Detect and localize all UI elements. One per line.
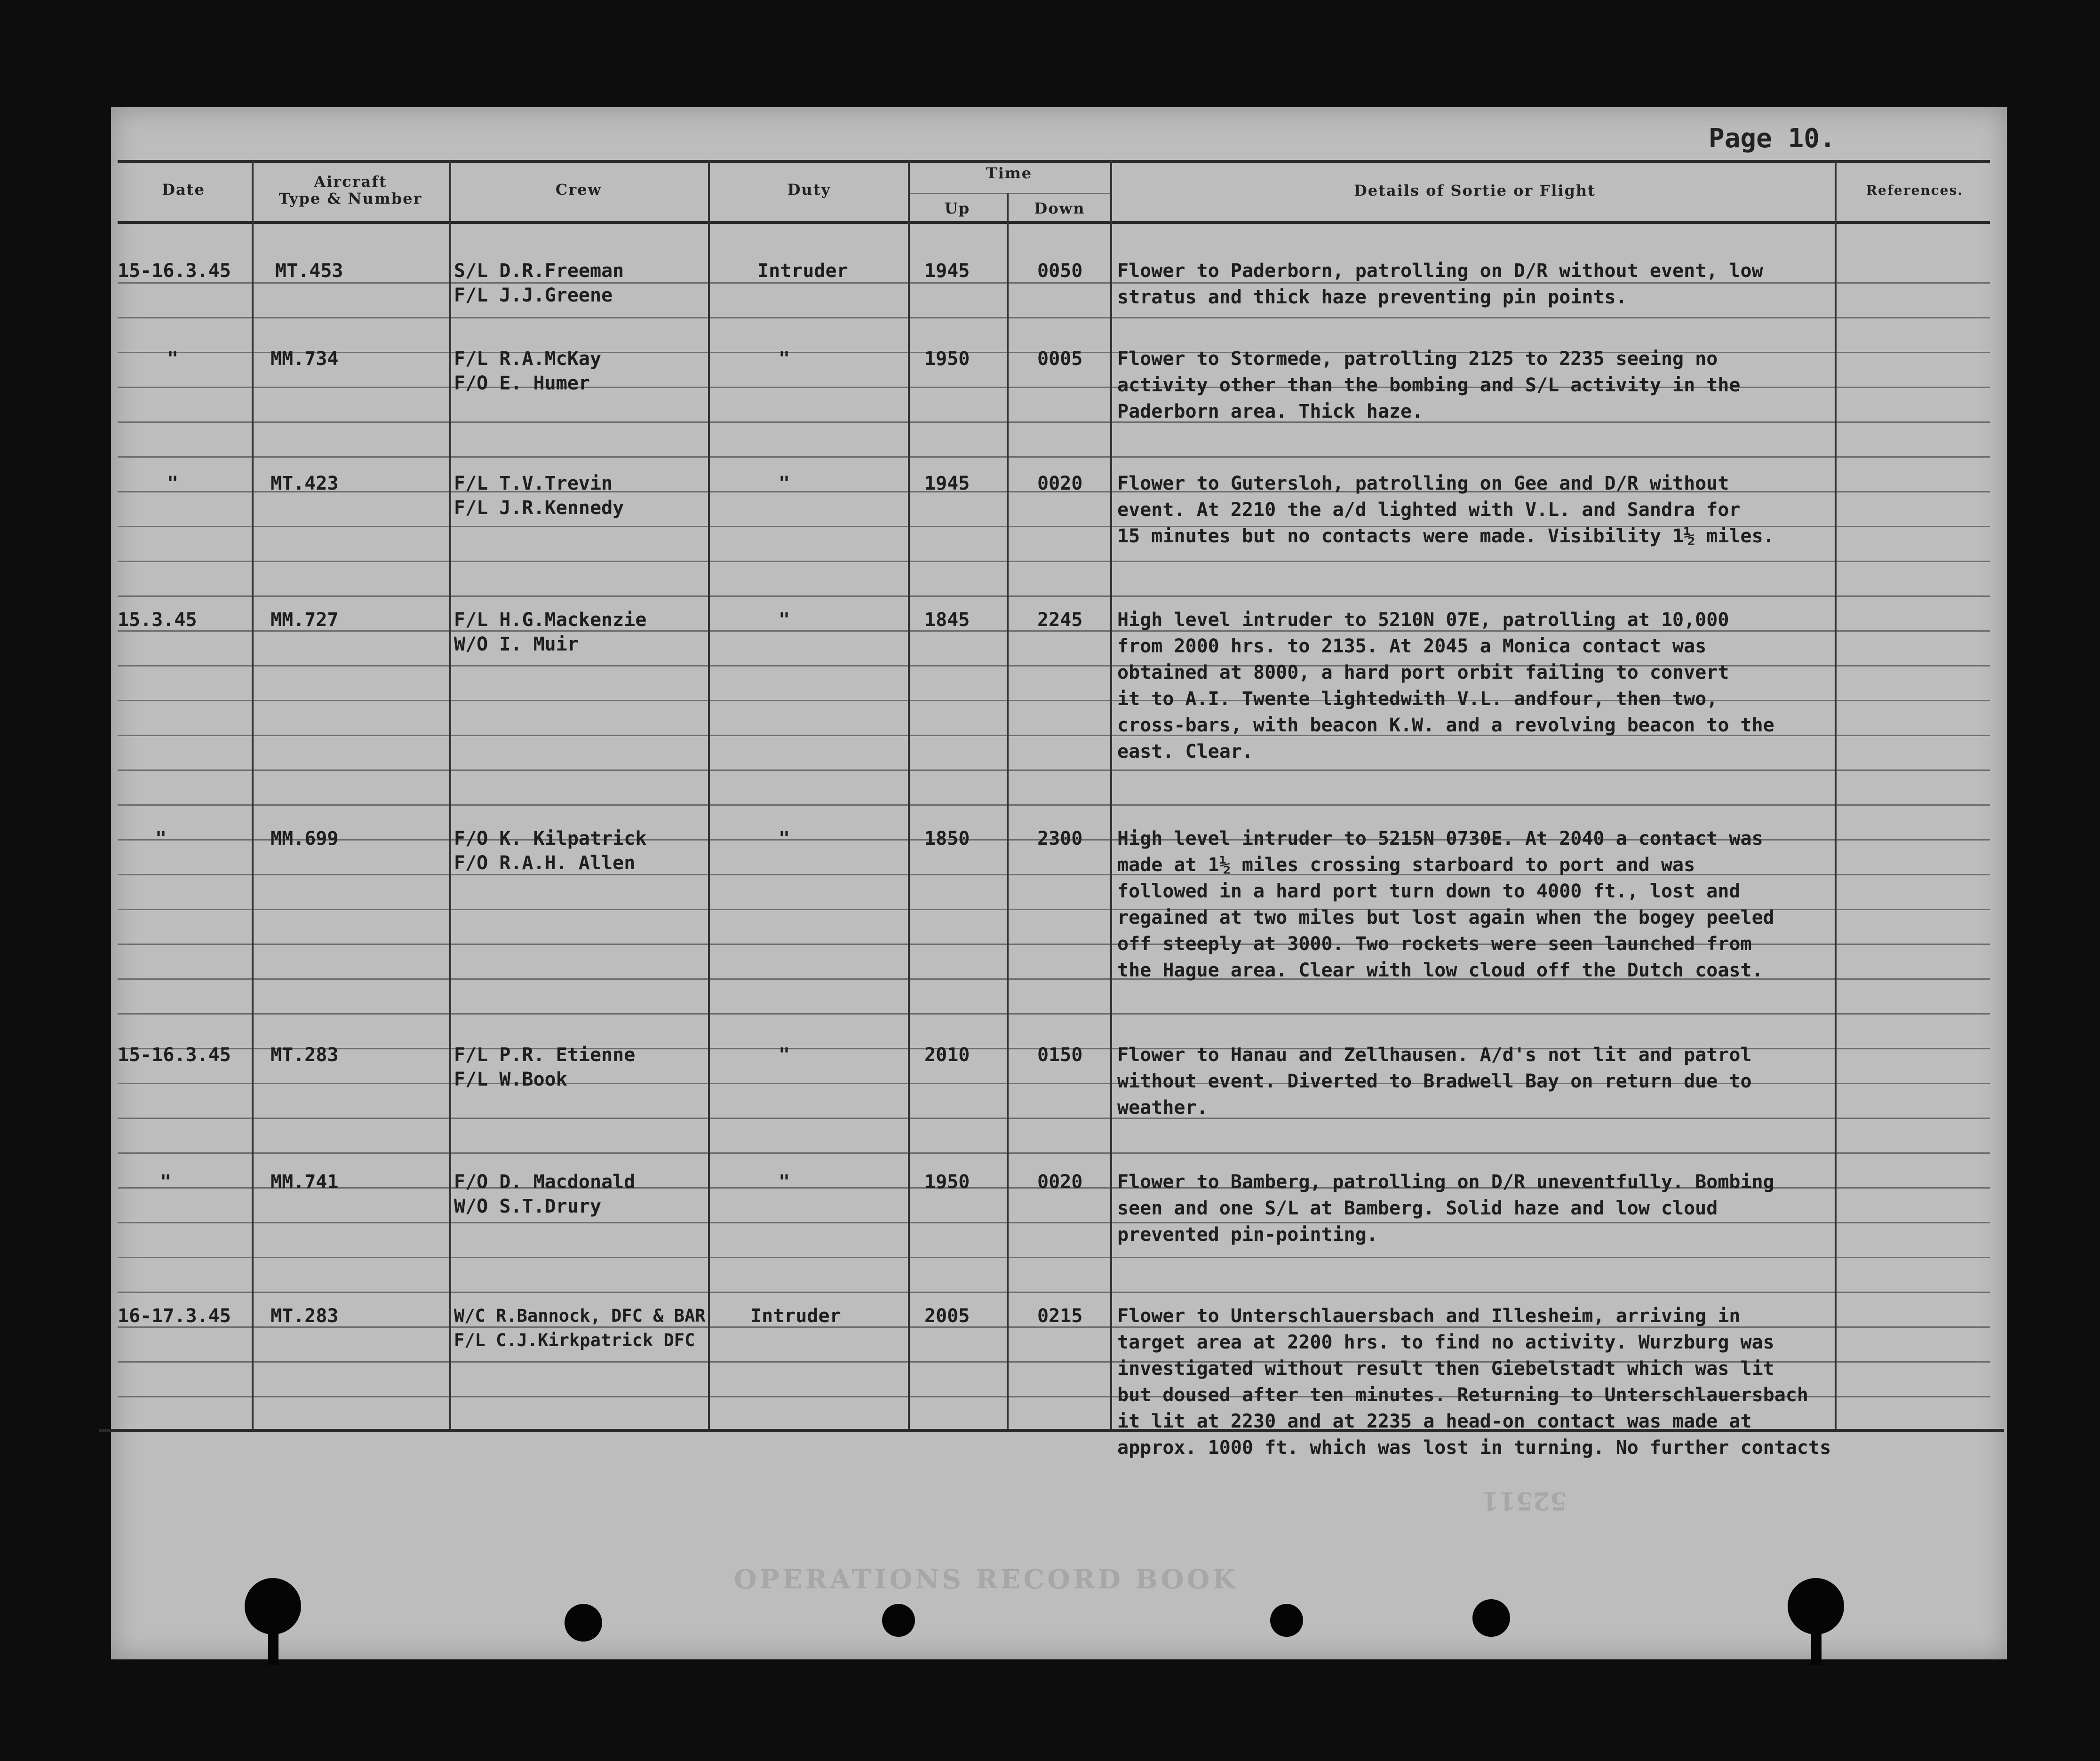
crew-member: F/L H.G.Mackenzie [454,609,647,631]
detail-line: investigated without result then Giebelstadt which was lit [1117,1358,1774,1380]
ruled-line [118,456,1990,458]
column-rule-down [1110,160,1112,1432]
entry-aircraft: MM.741 [270,1171,339,1193]
entry-up: 1950 [924,1171,970,1193]
entry-aircraft: MM.699 [270,828,339,849]
detail-line: but doused after ten minutes. Returning to Unterschlauersbach [1117,1384,1809,1406]
entry-date: 15-16.3.45 [118,260,231,282]
detail-line: weather. [1117,1097,1208,1118]
detail-line: approx. 1000 ft. which was lost in turning. No further contacts [1117,1437,1831,1459]
detail-line: High level intruder to 5215N 0730E. At 2040 a contact was [1117,828,1763,849]
detail-line: the Hague area. Clear with low cloud off the Dutch coast. [1117,960,1763,981]
ruled-line [118,804,1990,806]
entry-crew [454,1304,706,1353]
detail-line: target area at 2200 hrs. to find no activity. Wurzburg was [1117,1332,1774,1353]
entry-duty: Intruder [750,1305,841,1327]
entry-duty: Intruder [757,260,848,282]
crew-member: F/L T.V.Trevin [454,473,613,494]
column-rule-details [1835,160,1837,1432]
entry-crew [454,1170,635,1219]
entry-down: 2245 [1037,609,1083,631]
entry-up: 1945 [924,260,970,282]
entry-up: 1845 [924,609,970,631]
header-details: Details of Sortie or Flight [1354,182,1596,199]
entry-aircraft: MT.283 [270,1044,339,1066]
detail-line: off steeply at 3000. Two rockets were seen launched from [1117,933,1752,955]
crew-member: F/L P.R. Etienne [454,1044,636,1066]
column-rule-up [1007,193,1009,1432]
detail-line: followed in a hard port turn down to 4000 ft., lost and [1117,880,1741,902]
header-aircraft [254,173,447,207]
detail-line: Flower to Unterschlauersbach and Illesheim, arriving in [1117,1305,1741,1327]
detail-line: event. At 2210 the a/d lighted with V.L. and Sandra for [1117,499,1741,521]
entry-date: " [160,1171,172,1193]
punch-hole [245,1578,301,1634]
ruled-line [118,1013,1990,1015]
ruled-line [118,1257,1990,1258]
entry-duty: " [779,828,790,849]
entry-up: 2010 [924,1044,970,1066]
crew-member: F/L C.J.Kirkpatrick DFC [454,1330,695,1350]
ruled-line [118,561,1990,562]
detail-line: obtained at 8000, a hard port orbit failing to convert [1117,662,1729,683]
header-references: References. [1866,182,1964,198]
ruled-line [118,595,1990,597]
crew-member: F/L W.Book [454,1069,567,1090]
punch-hole-slot [1811,1627,1822,1665]
entry-duty: " [779,348,790,370]
header-crew: Crew [555,181,602,198]
detail-line: High level intruder to 5210N 07E, patrolling at 10,000 [1117,609,1729,631]
entry-down: 0215 [1037,1305,1083,1327]
detail-line: Flower to Hanau and Zellhausen. A/d's not lit and patrol [1117,1044,1752,1066]
crew-member: W/C R.Bannock, DFC & BAR [454,1306,706,1326]
punch-hole [1270,1604,1303,1637]
column-rule-crew [708,160,710,1432]
crew-member: F/L R.A.McKay [454,348,602,370]
ruled-line [118,317,1990,318]
entry-details [1117,1042,1752,1121]
entry-down: 0020 [1037,473,1083,494]
footer-code: 52511 [1482,1486,1567,1515]
entry-aircraft: MT.283 [270,1305,339,1327]
entry-details [1117,825,1774,984]
entry-details [1117,1303,1831,1461]
entry-details [1117,470,1774,549]
entry-details [1117,346,1741,425]
crew-member: W/O S.T.Drury [454,1196,602,1217]
entry-up: 1950 [924,348,970,370]
crew-member: F/O K. Kilpatrick [454,828,647,849]
detail-line: from 2000 hrs. to 2135. At 2045 a Monica contact was [1117,635,1707,657]
entry-up: 2005 [924,1305,970,1327]
entry-duty: " [779,1044,790,1066]
detail-line: Flower to Paderborn, patrolling on D/R without event, low [1117,260,1763,282]
header-up: Up [944,199,970,217]
entry-crew [454,608,646,657]
detail-line: cross-bars, with beacon K.W. and a revolving beacon to the [1117,714,1774,736]
header-duty: Duty [787,181,831,198]
column-rule-duty [908,160,910,1432]
entry-details [1117,1169,1774,1248]
entry-aircraft: MT.453 [275,260,343,282]
punch-hole-slot [268,1627,278,1665]
entry-date: " [167,473,179,494]
entry-date: 15-16.3.45 [118,1044,231,1066]
detail-line: Paderborn area. Thick haze. [1117,401,1424,422]
entry-down: 0150 [1037,1044,1083,1066]
entry-down: 2300 [1037,828,1083,849]
entry-details [1117,258,1763,310]
column-rule-aircraft [449,160,451,1432]
detail-line: without event. Diverted to Bradwell Bay on return due to [1117,1071,1752,1092]
ruled-line [118,1152,1990,1154]
crew-member: F/L J.R.Kennedy [454,497,624,519]
entry-crew [454,1043,635,1092]
entry-aircraft: MT.423 [270,473,339,494]
header-type-number: Type & Number [278,190,422,207]
detail-line: Flower to Stormede, patrolling 2125 to 2235 seeing no [1117,348,1718,370]
entry-date: " [167,348,179,370]
entry-duty: " [779,609,790,631]
entry-crew [454,259,624,308]
header-top-rule [118,160,1990,163]
punch-hole [882,1604,915,1637]
entry-aircraft: MM.727 [270,609,339,631]
footer-stamp: OPERATIONS RECORD BOOK [734,1564,1239,1595]
ruled-line [118,769,1990,771]
detail-line: Flower to Bamberg, patrolling on D/R uneventfully. Bombing [1117,1171,1774,1193]
crew-member: W/O I. Muir [454,634,579,655]
header-date: Date [162,181,205,198]
punch-hole [1788,1578,1844,1634]
detail-line: prevented pin-pointing. [1117,1224,1378,1245]
entry-duty: " [779,473,790,494]
crew-member: F/O D. Macdonald [454,1171,636,1193]
column-rule-date [252,160,254,1432]
page-number: Page 10. [1709,123,1836,154]
entry-date: " [155,828,167,849]
entry-down: 0050 [1037,260,1083,282]
detail-line: stratus and thick haze preventing pin points. [1117,286,1627,308]
detail-line: 15 minutes but no contacts were made. Visibility 1½ miles. [1117,525,1774,547]
header-down: Down [1034,199,1085,217]
detail-line: made at 1½ miles crossing starboard to port and was [1117,854,1695,876]
crew-member: F/O E. Humer [454,373,590,394]
header-bottom-rule [118,221,1990,224]
punch-hole [565,1604,602,1642]
entry-crew [454,471,624,520]
punch-hole [1472,1599,1510,1637]
entry-date: 16-17.3.45 [118,1305,231,1327]
entry-up: 1945 [924,473,970,494]
detail-line: seen and one S/L at Bamberg. Solid haze and low cloud [1117,1198,1718,1219]
crew-member: S/L D.R.Freeman [454,260,624,282]
entry-date: 15.3.45 [118,609,197,631]
detail-line: regained at two miles but lost again when the bogey peeled [1117,907,1774,928]
crew-member: F/O R.A.H. Allen [454,852,636,874]
entry-down: 0020 [1037,1171,1083,1193]
detail-line: east. Clear. [1117,741,1253,762]
entry-aircraft: MM.734 [270,348,339,370]
entry-up: 1850 [924,828,970,849]
detail-line: it to A.I. Twente lightedwith V.L. andfour, then two, [1117,688,1718,710]
header-time: Time [986,164,1033,182]
detail-line: activity other than the bombing and S/L activity in the [1117,374,1741,396]
crew-member: F/L J.J.Greene [454,285,613,306]
detail-line: Flower to Gutersloh, patrolling on Gee and D/R without [1117,473,1729,494]
detail-line: it lit at 2230 and at 2235 a head-on contact was made at [1117,1411,1752,1432]
header-aircraft-label: Aircraft [314,173,387,190]
ruled-line [118,1292,1990,1293]
entry-crew [454,347,601,396]
time-subheader-rule [908,193,1110,194]
entry-down: 0005 [1037,348,1083,370]
entry-details [1117,607,1774,765]
entry-duty: " [779,1171,790,1193]
entry-crew [454,826,646,875]
